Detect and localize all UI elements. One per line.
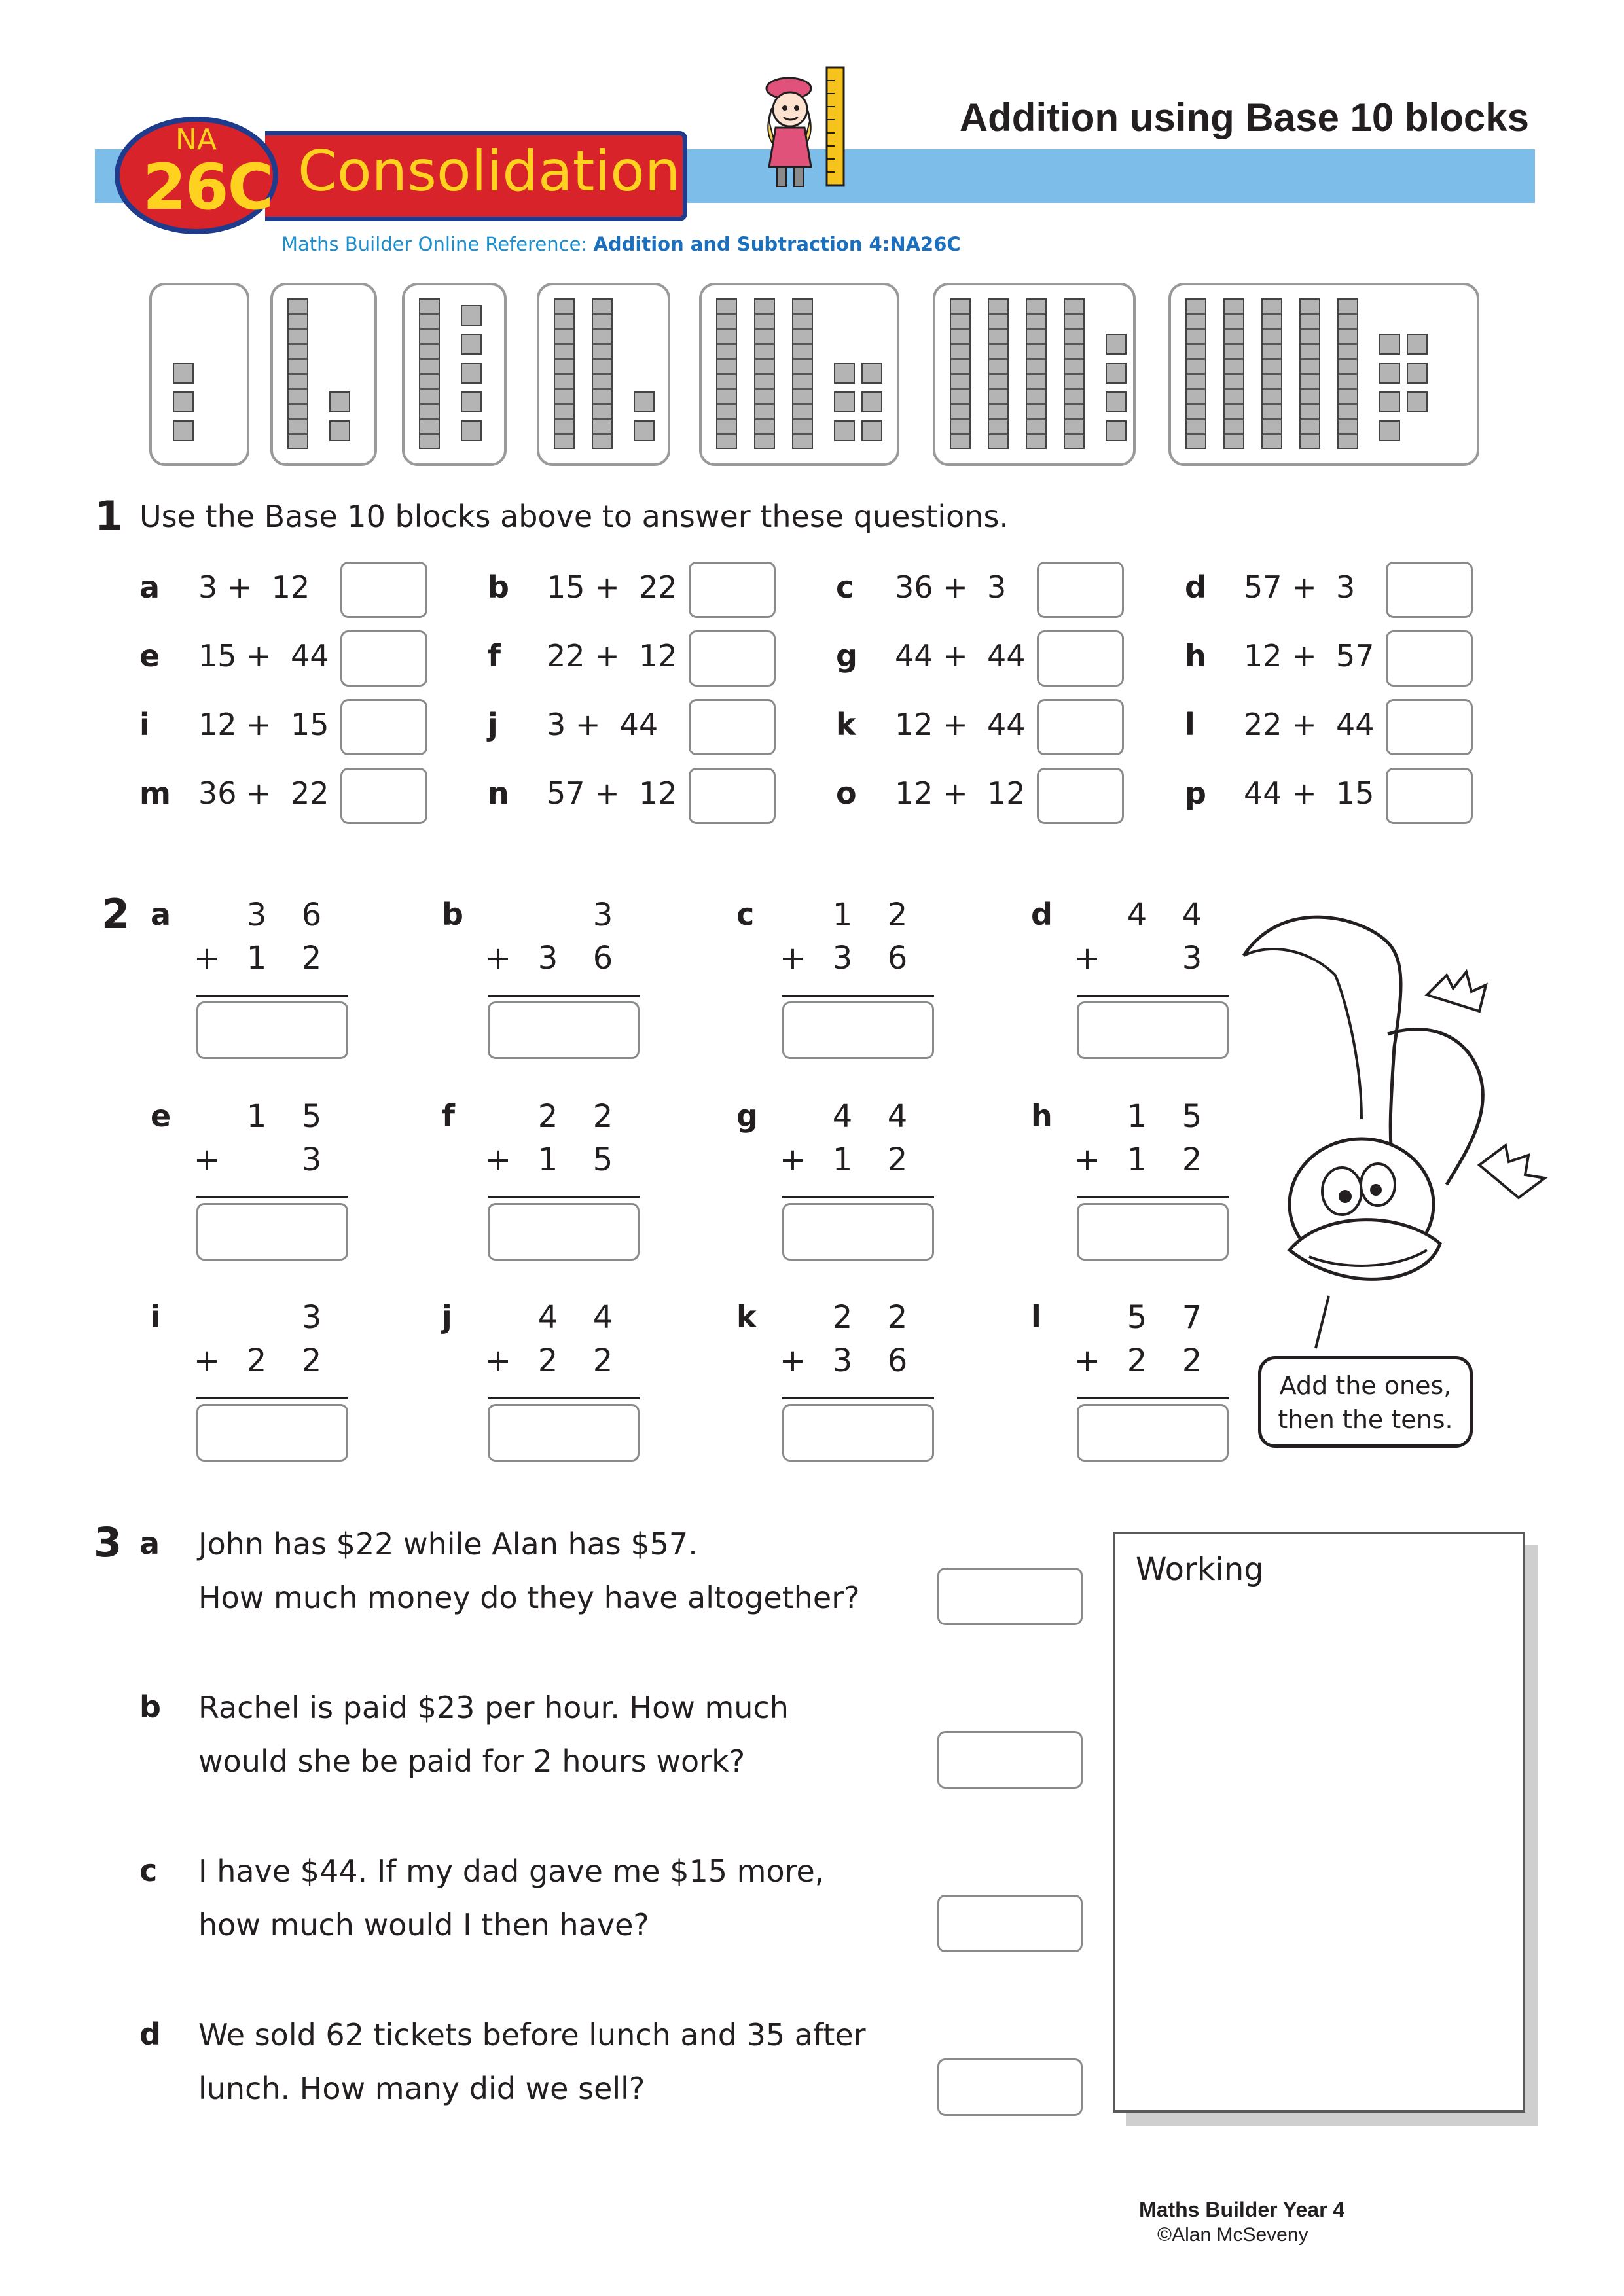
- plus-sign: +: [779, 1141, 806, 1178]
- page-title: Addition using Base 10 blocks: [959, 96, 1529, 139]
- addition-expression: 15 + 22: [547, 569, 677, 605]
- one-cube: [461, 305, 482, 326]
- tens-digit: 1: [246, 1098, 267, 1135]
- item-label: j: [442, 1299, 452, 1335]
- item-label: a: [151, 897, 171, 932]
- addition-expression: 12 + 57: [1244, 638, 1375, 673]
- ten-rod: [950, 298, 971, 449]
- sum-line: [488, 1196, 640, 1198]
- girl-with-ruler-illustration: [743, 62, 874, 193]
- answer-box[interactable]: [1386, 768, 1473, 824]
- item-label: h: [1031, 1098, 1053, 1134]
- one-cube: [173, 363, 194, 384]
- answer-box[interactable]: [937, 1568, 1083, 1625]
- footer-book-title: Maths Builder Year 4: [1139, 2198, 1345, 2221]
- ones-digit: 2: [301, 1342, 322, 1379]
- tens-digit: 3: [832, 940, 853, 977]
- sum-line: [782, 995, 934, 997]
- footer-author: ©Alan McSeveny: [1157, 2224, 1308, 2246]
- one-cube: [834, 363, 855, 384]
- answer-box[interactable]: [937, 1895, 1083, 1952]
- answer-box[interactable]: [689, 630, 776, 687]
- tens-digit: 1: [537, 1141, 558, 1178]
- ones-digit: 2: [301, 940, 322, 977]
- item-label: e: [139, 638, 160, 673]
- tens-digit: 4: [832, 1098, 853, 1135]
- word-problem-line-1: Rachel is paid $23 per hour. How much: [198, 1690, 789, 1725]
- item-label: n: [488, 776, 509, 811]
- answer-box[interactable]: [689, 562, 776, 618]
- item-label: k: [836, 707, 856, 742]
- item-label: d: [1031, 897, 1053, 932]
- ten-rod: [1223, 298, 1244, 449]
- item-label: i: [139, 707, 150, 742]
- one-cube: [461, 363, 482, 384]
- item-label: d: [1185, 569, 1206, 605]
- answer-box[interactable]: [1077, 1404, 1229, 1462]
- item-label: l: [1185, 707, 1195, 742]
- tens-digit: 1: [1127, 1098, 1147, 1135]
- addition-expression: 3 + 44: [547, 707, 659, 742]
- one-cube: [329, 420, 350, 441]
- tens-digit: 2: [1127, 1342, 1147, 1379]
- ones-digit: 6: [887, 1342, 908, 1379]
- one-cube: [634, 420, 655, 441]
- answer-box[interactable]: [937, 1731, 1083, 1789]
- plus-sign: +: [1074, 1141, 1101, 1178]
- speech-bubble: [1258, 1356, 1473, 1448]
- item-label: c: [139, 1853, 158, 1888]
- one-cube: [861, 391, 882, 412]
- one-cube: [1407, 334, 1428, 355]
- addition-expression: 44 + 15: [1244, 776, 1375, 811]
- tag-label: Consolidation: [298, 139, 681, 204]
- reference-code: Addition and Subtraction 4:NA26C: [593, 233, 961, 255]
- ones-digit: 5: [301, 1098, 322, 1135]
- answer-box[interactable]: [689, 699, 776, 755]
- word-problem-line-2: would she be paid for 2 hours work?: [198, 1744, 746, 1779]
- sum-line: [1077, 1196, 1229, 1198]
- item-label: c: [836, 569, 854, 605]
- answer-box[interactable]: [1077, 1203, 1229, 1261]
- one-cube: [634, 391, 655, 412]
- ten-rod: [1261, 298, 1282, 449]
- answer-box[interactable]: [340, 699, 427, 755]
- plus-sign: +: [193, 1342, 221, 1379]
- one-cube: [1106, 334, 1127, 355]
- tens-digit: 3: [537, 940, 558, 977]
- item-label: d: [139, 2017, 161, 2052]
- online-reference: [281, 233, 961, 255]
- one-cube: [1379, 391, 1400, 412]
- ones-digit: 6: [301, 897, 322, 933]
- addition-expression: 36 + 3: [895, 569, 1007, 605]
- plus-sign: +: [193, 940, 221, 977]
- addition-expression: 12 + 12: [895, 776, 1026, 811]
- item-label: k: [736, 1299, 757, 1335]
- sum-line: [782, 1397, 934, 1399]
- one-cube: [461, 391, 482, 412]
- bird-illustration: [1231, 903, 1558, 1361]
- answer-box[interactable]: [196, 1203, 348, 1261]
- tens-digit: 4: [1127, 897, 1147, 933]
- answer-box[interactable]: [782, 1001, 934, 1059]
- ten-rod: [716, 298, 737, 449]
- answer-box[interactable]: [1037, 699, 1124, 755]
- answer-box[interactable]: [196, 1404, 348, 1462]
- answer-box[interactable]: [488, 1203, 640, 1261]
- one-cube: [1407, 391, 1428, 412]
- ones-digit: 3: [301, 1141, 322, 1178]
- working-box[interactable]: [1113, 1532, 1525, 2113]
- plus-sign: +: [193, 1141, 221, 1178]
- ones-digit: 2: [592, 1098, 613, 1135]
- addition-expression: 22 + 12: [547, 638, 677, 673]
- ones-digit: 5: [1182, 1098, 1202, 1135]
- answer-box[interactable]: [782, 1404, 934, 1462]
- item-label: a: [139, 1526, 160, 1561]
- ten-rod: [1299, 298, 1320, 449]
- ten-rod: [754, 298, 775, 449]
- one-cube: [1379, 363, 1400, 384]
- one-cube: [1106, 391, 1127, 412]
- sum-line: [1077, 995, 1229, 997]
- ones-digit: 4: [887, 1098, 908, 1135]
- question-1-number: 1: [95, 492, 124, 540]
- word-problem-line-2: lunch. How many did we sell?: [198, 2071, 645, 2106]
- ones-digit: 4: [592, 1299, 613, 1336]
- item-label: p: [1185, 776, 1206, 811]
- item-label: m: [139, 776, 171, 811]
- one-cube: [1379, 420, 1400, 441]
- answer-box[interactable]: [1037, 768, 1124, 824]
- answer-box[interactable]: [340, 768, 427, 824]
- sum-line: [488, 1397, 640, 1399]
- block-set-6: [933, 283, 1136, 466]
- item-label: l: [1031, 1299, 1041, 1335]
- addition-expression: 57 + 3: [1244, 569, 1356, 605]
- tens-digit: 2: [246, 1342, 267, 1379]
- addition-expression: 12 + 15: [198, 707, 329, 742]
- plus-sign: +: [779, 1342, 806, 1379]
- answer-box[interactable]: [340, 562, 427, 618]
- sum-line: [196, 1196, 348, 1198]
- tens-digit: 1: [832, 1141, 853, 1178]
- ones-digit: 2: [1182, 1342, 1202, 1379]
- sum-line: [488, 995, 640, 997]
- word-problem: [198, 1681, 789, 1788]
- one-cube: [861, 420, 882, 441]
- item-label: a: [139, 569, 160, 605]
- tens-digit: 1: [832, 897, 853, 933]
- tens-digit: 1: [246, 940, 267, 977]
- bubble-line-1: Add the ones,: [1279, 1371, 1452, 1400]
- item-label: g: [836, 638, 857, 673]
- word-problem-line-2: how much would I then have?: [198, 1907, 649, 1943]
- one-cube: [1379, 334, 1400, 355]
- ones-digit: 2: [1182, 1141, 1202, 1178]
- ones-digit: 7: [1182, 1299, 1202, 1336]
- answer-box[interactable]: [1037, 562, 1124, 618]
- block-set-7: [1168, 283, 1479, 466]
- item-label: f: [442, 1098, 456, 1134]
- answer-box[interactable]: [1077, 1001, 1229, 1059]
- plus-sign: +: [1074, 1342, 1101, 1379]
- ten-rod: [419, 298, 440, 449]
- addition-expression: 15 + 44: [198, 638, 329, 673]
- addition-expression: 3 + 12: [198, 569, 310, 605]
- ones-digit: 3: [1182, 940, 1202, 977]
- question-3-number: 3: [94, 1518, 122, 1566]
- item-label: e: [151, 1098, 171, 1134]
- one-cube: [1106, 363, 1127, 384]
- code-prefix: NA: [175, 123, 217, 156]
- answer-box[interactable]: [488, 1404, 640, 1462]
- answer-box[interactable]: [937, 2058, 1083, 2116]
- ten-rod: [792, 298, 813, 449]
- tens-digit: 4: [537, 1299, 558, 1336]
- item-label: o: [836, 776, 857, 811]
- answer-box[interactable]: [1386, 699, 1473, 755]
- one-cube: [329, 391, 350, 412]
- item-label: j: [488, 707, 498, 742]
- ten-rod: [1337, 298, 1358, 449]
- word-problem-line-1: I have $44. If my dad gave me $15 more,: [198, 1854, 825, 1889]
- question-1-instruction: Use the Base 10 blocks above to answer these questions.: [139, 499, 1009, 534]
- ones-digit: 2: [887, 897, 908, 933]
- sum-line: [1077, 1397, 1229, 1399]
- ten-rod: [592, 298, 613, 449]
- ones-digit: 3: [592, 897, 613, 933]
- tens-digit: 3: [246, 897, 267, 933]
- one-cube: [834, 420, 855, 441]
- addition-expression: 12 + 44: [895, 707, 1026, 742]
- reference-prefix: Maths Builder Online Reference:: [281, 233, 594, 255]
- word-problem-line-1: We sold 62 tickets before lunch and 35 after: [198, 2017, 866, 2053]
- item-label: b: [488, 569, 509, 605]
- code-number: 26C: [143, 151, 273, 224]
- block-set-4: [537, 283, 670, 466]
- one-cube: [461, 420, 482, 441]
- item-label: g: [736, 1098, 758, 1134]
- working-label: Working: [1136, 1551, 1264, 1588]
- one-cube: [173, 420, 194, 441]
- ones-digit: 4: [1182, 897, 1202, 933]
- ten-rod: [1185, 298, 1206, 449]
- answer-box[interactable]: [196, 1001, 348, 1059]
- sum-line: [196, 995, 348, 997]
- word-problem-line-2: How much money do they have altogether?: [198, 1580, 860, 1615]
- block-set-5: [699, 283, 899, 466]
- tens-digit: 1: [1127, 1141, 1147, 1178]
- tens-digit: 2: [537, 1342, 558, 1379]
- tens-digit: 5: [1127, 1299, 1147, 1336]
- addition-expression: 22 + 44: [1244, 707, 1375, 742]
- item-label: h: [1185, 638, 1206, 673]
- block-set-2: [270, 283, 377, 466]
- ones-digit: 6: [592, 940, 613, 977]
- ones-digit: 2: [887, 1299, 908, 1336]
- block-set-1: [149, 283, 249, 466]
- item-label: b: [442, 897, 463, 932]
- plus-sign: +: [779, 940, 806, 977]
- one-cube: [834, 391, 855, 412]
- ten-rod: [1064, 298, 1085, 449]
- answer-box[interactable]: [1037, 630, 1124, 687]
- word-problem: [198, 1517, 860, 1624]
- sum-line: [196, 1397, 348, 1399]
- answer-box[interactable]: [689, 768, 776, 824]
- block-set-3: [402, 283, 507, 466]
- one-cube: [1407, 363, 1428, 384]
- word-problem-line-1: John has $22 while Alan has $57.: [198, 1526, 698, 1562]
- ones-digit: 5: [592, 1141, 613, 1178]
- ones-digit: 2: [887, 1141, 908, 1178]
- word-problem: [198, 2008, 866, 2115]
- tens-digit: 2: [832, 1299, 853, 1336]
- ten-rod: [988, 298, 1009, 449]
- plus-sign: +: [484, 1141, 512, 1178]
- answer-box[interactable]: [488, 1001, 640, 1059]
- ten-rod: [287, 298, 308, 449]
- word-problem: [198, 1844, 824, 1952]
- plus-sign: +: [484, 940, 512, 977]
- one-cube: [173, 391, 194, 412]
- one-cube: [461, 334, 482, 355]
- answer-box[interactable]: [1386, 630, 1473, 687]
- answer-box[interactable]: [340, 630, 427, 687]
- one-cube: [861, 363, 882, 384]
- item-label: f: [488, 638, 501, 673]
- item-label: b: [139, 1689, 161, 1725]
- bubble-line-2: then the tens.: [1278, 1405, 1453, 1434]
- question-2-number: 2: [101, 890, 130, 938]
- addition-expression: 44 + 44: [895, 638, 1026, 673]
- tens-digit: 3: [832, 1342, 853, 1379]
- item-label: c: [736, 897, 755, 932]
- ones-digit: 2: [592, 1342, 613, 1379]
- ten-rod: [554, 298, 575, 449]
- ones-digit: 6: [887, 940, 908, 977]
- answer-box[interactable]: [782, 1203, 934, 1261]
- plus-sign: +: [1074, 940, 1101, 977]
- answer-box[interactable]: [1386, 562, 1473, 618]
- one-cube: [1106, 420, 1127, 441]
- addition-expression: 36 + 22: [198, 776, 329, 811]
- plus-sign: +: [484, 1342, 512, 1379]
- item-label: i: [151, 1299, 161, 1335]
- sum-line: [782, 1196, 934, 1198]
- ones-digit: 3: [301, 1299, 322, 1336]
- ten-rod: [1026, 298, 1047, 449]
- addition-expression: 57 + 12: [547, 776, 677, 811]
- tens-digit: 2: [537, 1098, 558, 1135]
